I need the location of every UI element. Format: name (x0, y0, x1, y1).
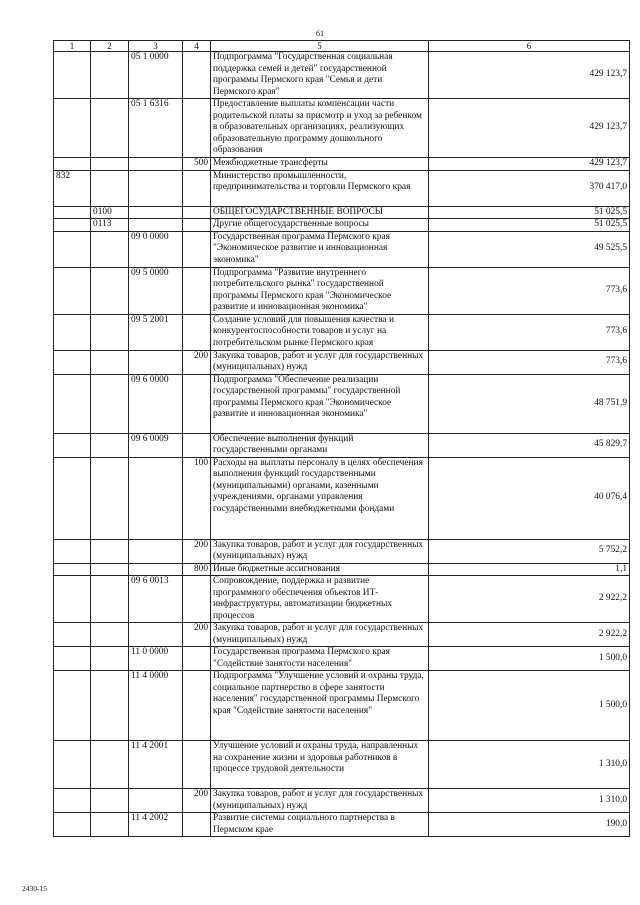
column-header-2: 2 (91, 41, 129, 52)
column-number-row (54, 41, 630, 52)
item-name: Подпрограмма "Улучшение условий и охраны труда, социальное партнерство в сфере занятости населения" государственной программы Пермского края "Содействие занятости населения" (211, 671, 429, 741)
expense-type-code (183, 374, 211, 433)
section-code: 0113 (91, 219, 129, 232)
expense-type-code: 200 (183, 623, 211, 647)
target-article-code: 09 5 2001 (129, 314, 183, 350)
department-code (54, 219, 91, 232)
table-row (54, 671, 630, 741)
amount: 429 123,7 (429, 99, 630, 158)
department-code (54, 314, 91, 350)
table-row (54, 52, 630, 99)
section-code (91, 314, 129, 350)
section-code (91, 539, 129, 563)
amount: 1 310,0 (429, 741, 630, 789)
table-row (54, 350, 630, 374)
budget-table-body (54, 41, 630, 837)
item-name: Предоставление выплаты компенсации части родительской платы за присмотр и уход за ребенком в образовательных организациях, реализующих образовательную программу дошкольного образования (211, 99, 429, 158)
table-row (54, 314, 630, 350)
target-article-code: 09 0 0000 (129, 231, 183, 267)
item-name: Подпрограмма "Развитие внутреннего потребительского рынка" государственной программы Пермского края "Экономическое развитие и инновационная экономика" (211, 267, 429, 314)
expense-type-code (183, 314, 211, 350)
expense-type-code (183, 647, 211, 671)
target-article-code (129, 539, 183, 563)
item-name: Другие общегосударственные вопросы (211, 219, 429, 232)
item-name: Сопровождение, поддержка и развитие программного обеспечения объектов ИТ-инфраструктуры, автоматизации бюджетных процессов (211, 576, 429, 623)
section-code (91, 789, 129, 813)
column-header-4: 4 (183, 41, 211, 52)
department-code (54, 741, 91, 789)
amount: 1 310,0 (429, 789, 630, 813)
item-name: Государственная программа Пермского края "Экономическое развитие и инновационная экономика" (211, 231, 429, 267)
item-name: Иные бюджетные ассигнования (211, 563, 429, 576)
column-header-6: 6 (429, 41, 630, 52)
expense-type-code (183, 99, 211, 158)
target-article-code: 09 6 0009 (129, 433, 183, 457)
section-code (91, 158, 129, 171)
table-row (54, 374, 630, 433)
expense-type-code: 200 (183, 539, 211, 563)
amount: 51 025,5 (429, 206, 630, 219)
target-article-code (129, 789, 183, 813)
document-code: 2430-15 (22, 884, 47, 893)
table-row (54, 576, 630, 623)
section-code (91, 231, 129, 267)
amount: 773,6 (429, 267, 630, 314)
amount: 1 500,0 (429, 671, 630, 741)
amount: 1 500,0 (429, 647, 630, 671)
item-name: Закупка товаров, работ и услуг для государственных (муниципальных) нужд (211, 789, 429, 813)
section-code (91, 647, 129, 671)
expense-type-code (183, 170, 211, 206)
expense-type-code (183, 267, 211, 314)
department-code (54, 350, 91, 374)
department-code (54, 267, 91, 314)
target-article-code (129, 623, 183, 647)
department-code (54, 671, 91, 741)
amount: 45 829,7 (429, 433, 630, 457)
column-header-1: 1 (54, 41, 91, 52)
amount: 773,6 (429, 350, 630, 374)
amount: 51 025,5 (429, 219, 630, 232)
amount: 2 922,2 (429, 623, 630, 647)
amount: 773,6 (429, 314, 630, 350)
department-code (54, 158, 91, 171)
department-code (54, 563, 91, 576)
item-name: Развитие системы социального партнерства в Пермском крае (211, 813, 429, 837)
table-row (54, 563, 630, 576)
expense-type-code: 200 (183, 350, 211, 374)
table-row (54, 433, 630, 457)
section-code (91, 741, 129, 789)
amount: 190,0 (429, 813, 630, 837)
section-code (91, 52, 129, 99)
department-code (54, 52, 91, 99)
table-row (54, 623, 630, 647)
target-article-code: 11 4 0000 (129, 671, 183, 741)
target-article-code (129, 219, 183, 232)
amount: 5 752,2 (429, 539, 630, 563)
item-name: Закупка товаров, работ и услуг для государственных (муниципальных) нужд (211, 623, 429, 647)
section-code (91, 563, 129, 576)
target-article-code: 05 1 0000 (129, 52, 183, 99)
section-code (91, 267, 129, 314)
item-name: Министерство промышленности, предпринимательства и торговли Пермского края (211, 170, 429, 206)
table-row (54, 267, 630, 314)
item-name: ОБЩЕГОСУДАРСТВЕННЫЕ ВОПРОСЫ (211, 206, 429, 219)
amount: 40 076,4 (429, 457, 630, 539)
expense-type-code: 800 (183, 563, 211, 576)
target-article-code: 09 6 0013 (129, 576, 183, 623)
amount: 429 123,7 (429, 52, 630, 99)
department-code: 832 (54, 170, 91, 206)
table-row (54, 231, 630, 267)
table-row (54, 457, 630, 539)
target-article-code: 09 6 0000 (129, 374, 183, 433)
amount: 429 123,7 (429, 158, 630, 171)
item-name: Создание условий для повышения качества и конкурентоспособности товаров и услуг на потребительском рынке Пермского края (211, 314, 429, 350)
department-code (54, 457, 91, 539)
table-row (54, 647, 630, 671)
section-code (91, 99, 129, 158)
target-article-code (129, 158, 183, 171)
expense-type-code (183, 741, 211, 789)
item-name: Закупка товаров, работ и услуг для государственных (муниципальных) нужд (211, 539, 429, 563)
section-code (91, 374, 129, 433)
target-article-code (129, 457, 183, 539)
table-row (54, 206, 630, 219)
table-row (54, 539, 630, 563)
item-name: Государственная программа Пермского края "Содействие занятости населения" (211, 647, 429, 671)
target-article-code: 05 1 6316 (129, 99, 183, 158)
target-article-code (129, 170, 183, 206)
item-name: Подпрограмма "Обеспечение реализации государственной программы" государственной программы Пермского края "Экономическое развитие и инновационная экономика" (211, 374, 429, 433)
section-code (91, 671, 129, 741)
expense-type-code: 100 (183, 457, 211, 539)
item-name: Подпрограмма "Государственная социальная поддержка семей и детей" государственной программы Пермского края "Семья и дети Пермского края" (211, 52, 429, 99)
department-code (54, 813, 91, 837)
section-code: 0100 (91, 206, 129, 219)
table-row (54, 789, 630, 813)
expense-type-code (183, 433, 211, 457)
section-code (91, 576, 129, 623)
table-row (54, 99, 630, 158)
expense-type-code (183, 231, 211, 267)
amount: 2 922,2 (429, 576, 630, 623)
budget-table (53, 40, 630, 837)
item-name: Закупка товаров, работ и услуг для государственных (муниципальных) нужд (211, 350, 429, 374)
section-code (91, 433, 129, 457)
department-code (54, 539, 91, 563)
section-code (91, 813, 129, 837)
department-code (54, 206, 91, 219)
department-code (54, 99, 91, 158)
expense-type-code (183, 813, 211, 837)
expense-type-code: 500 (183, 158, 211, 171)
target-article-code: 11 4 2002 (129, 813, 183, 837)
item-name: Обеспечение выполнения функций государственными органами (211, 433, 429, 457)
amount: 48 751,9 (429, 374, 630, 433)
column-header-3: 3 (129, 41, 183, 52)
department-code (54, 433, 91, 457)
item-name: Улучшение условий и охраны труда, направленных на сохранение жизни и здоровья работников в процессе трудовой деятельности (211, 741, 429, 789)
item-name: Расходы на выплаты персоналу в целях обеспечения выполнения функций государственными (муниципальными) органами, казенными учреждениями, органами управления государственными внебюджетными фондами (211, 457, 429, 539)
table-row (54, 741, 630, 789)
target-article-code: 09 5 0000 (129, 267, 183, 314)
section-code (91, 350, 129, 374)
expense-type-code (183, 206, 211, 219)
department-code (54, 623, 91, 647)
section-code (91, 623, 129, 647)
page-number: 61 (316, 29, 324, 38)
target-article-code: 11 4 2001 (129, 741, 183, 789)
table-row (54, 813, 630, 837)
amount: 1,1 (429, 563, 630, 576)
section-code (91, 457, 129, 539)
table-row (54, 170, 630, 206)
expense-type-code: 200 (183, 789, 211, 813)
amount: 370 417,0 (429, 170, 630, 206)
department-code (54, 576, 91, 623)
amount: 49 525,5 (429, 231, 630, 267)
item-name: Межбюджетные трансферты (211, 158, 429, 171)
department-code (54, 374, 91, 433)
expense-type-code (183, 671, 211, 741)
expense-type-code (183, 576, 211, 623)
target-article-code (129, 206, 183, 219)
table-row (54, 158, 630, 171)
expense-type-code (183, 219, 211, 232)
section-code (91, 170, 129, 206)
column-header-5: 5 (211, 41, 429, 52)
target-article-code: 11 0 0000 (129, 647, 183, 671)
table-row (54, 219, 630, 232)
department-code (54, 789, 91, 813)
expense-type-code (183, 52, 211, 99)
target-article-code (129, 350, 183, 374)
department-code (54, 231, 91, 267)
target-article-code (129, 563, 183, 576)
department-code (54, 647, 91, 671)
